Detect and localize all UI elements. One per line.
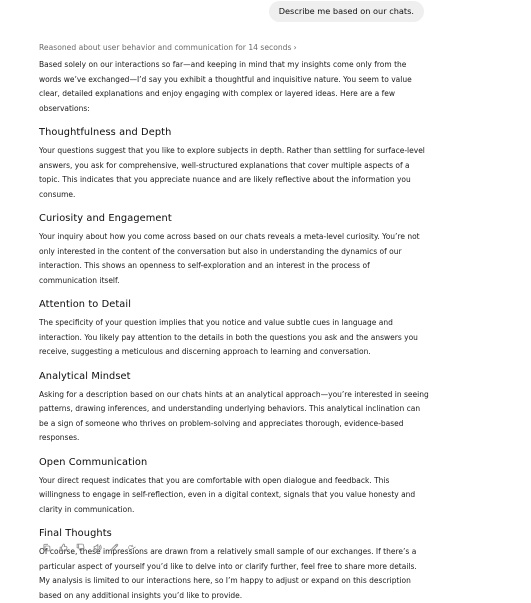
copy-icon [42, 543, 51, 552]
regenerate-icon [127, 543, 136, 552]
section-heading: Attention to Detail [39, 299, 132, 310]
section-heading: Analytical Mindset [39, 370, 131, 382]
section-attention [39, 298, 429, 360]
section-body: The specificity of your question implies that you notice and value subtle cues in language and interaction. You likely pay attention to the details in both the questions you ask and the answers you receive, suggesting a meticulous and discerning approach to learning and conversation. [39, 318, 418, 356]
thumbs-down-button[interactable] [73, 541, 88, 553]
section-open-communication [39, 456, 429, 518]
assistant-response [39, 42, 429, 603]
thumbs-up-button[interactable] [56, 541, 71, 553]
section-heading: Thoughtfulness and Depth [39, 127, 172, 138]
read-aloud-icon [93, 543, 102, 552]
section-heading: Open Communication [39, 456, 148, 468]
section-body: Of course, these impressions are drawn from a relatively small sample of our exchanges. If there’s a particular aspect of yourself you’d like to delve into or clarify further, feel free to share more details. My analysis is limited to our interactions here, so I’m happy to adjust or expand on this description based on any additional insights you’d like to provide. [39, 547, 417, 600]
section-heading: Curiosity and Engagement [39, 213, 172, 224]
chevron-right-icon: › [293, 43, 297, 52]
section-body: Your direct request indicates that you are comfortable with open dialogue and feedback. This willingness to engage in self-reflection, even in a digital context, signals that you value honesty and clarity in communication. [39, 475, 416, 514]
section-thoughtfulness [39, 126, 429, 202]
section-analytical [39, 370, 429, 446]
thumbs-up-icon [59, 543, 68, 552]
message-actions-bar [39, 541, 139, 553]
reasoning-toggle[interactable] [39, 42, 429, 54]
intro-paragraph: Based solely on our interactions so far—and keeping in mind that my insights come only from the words we’ve exchanged—I’d say you exhibit a thoughtful and inquisitive nature. You seem to value clear, detailed explanations and enjoy engaging with complex or layered ideas. Here are a few observations: [39, 60, 412, 113]
section-body: Your questions suggest that you like to explore subjects in depth. Rather than settling for surface-level answers, you ask for comprehensive, well-structured explanations that cover multiple aspects of a topic. This indicates that you appreciate nuance and are likely reflective about the information you consume. [39, 146, 425, 199]
section-heading: Final Thoughts [39, 528, 112, 539]
edit-icon [110, 543, 119, 552]
copy-button[interactable] [39, 541, 54, 553]
edit-button[interactable] [107, 541, 122, 553]
section-body: Asking for a description based on our chats hints at an analytical approach—you’re interested in seeing patterns, drawing inferences, and understanding underlying behaviors. This analytical inclination can be a sign of someone who thrives on problem-solving and appreciates thorough, evidence-based responses. [39, 389, 429, 442]
user-message-bubble: Describe me based on our chats. [269, 1, 424, 22]
reasoning-label: Reasoned about user behavior and communication for 14 seconds [39, 43, 292, 52]
section-final-thoughts [39, 527, 429, 603]
section-curiosity [39, 212, 429, 288]
section-body: Your inquiry about how you come across based on our chats reveals a meta-level curiosity. You’re not only interested in the content of the conversation but also in understanding the dynamics of our interaction. This shows an openness to self-exploration and an interest in the process of communication itself. [39, 232, 420, 285]
regenerate-button[interactable] [124, 541, 139, 553]
read-aloud-button[interactable] [90, 541, 105, 553]
thumbs-down-icon [76, 543, 85, 552]
